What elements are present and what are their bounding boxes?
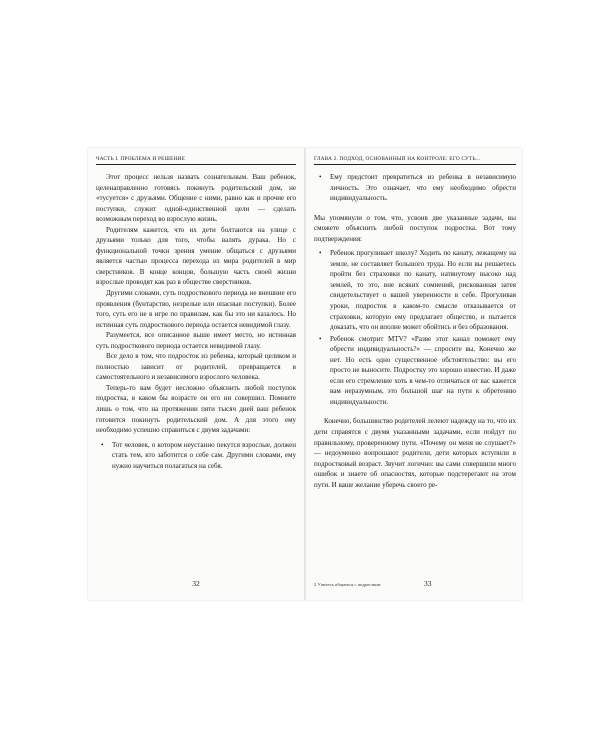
book-spread — [88, 148, 522, 600]
right-page — [314, 148, 516, 600]
book-gutter — [304, 148, 306, 600]
bullet-icon: • — [319, 173, 322, 181]
page-number-right: 33 — [424, 579, 432, 588]
paragraph: Родителям кажется, что их дети болтаются на улице с друзьями только для того, чтобы валять дурака. Но с функциональной точки зрения умение общаться с друзьями является частью процесса перехода из мира родителей в мир сверстников. В конце концов, большую часть своей жизни взрослые проводят как раз в обществе сверстников. — [96, 225, 296, 287]
bullet-icon: • — [319, 334, 322, 343]
list-item-text: Ребенок смотрит MTV? «Разве этот канал поможет ему обрести индивидуальность?» — спросите вы. Конечно же нет. Но есть одно существенное обстоятельство: вы его просто не выносите. Подростку это хорошо известно. И даже если его стремление хоть в чем-то отличаться от вас кажется вам неразумным, это большой шаг на пути к обретению индивидуальности. — [330, 334, 516, 406]
paragraph: Мы упомянули о том, что, усвоив две указанные задачи, вы сможете объяснить любой поступок подростка. Вот тому подтверждения: — [314, 213, 516, 243]
list-item-text: Тот человек, о котором неустанно пекутся взрослые, должен стать тем, кто заботится о себе сам. Другими словами, ему нужно научиться полагаться на себя. — [112, 440, 296, 470]
paragraph: Этот процесс нельзя назвать сознательным. Ваш ребенок, целенаправленно готовясь покинуть родительский дом, не «тусуется» с друзьями. Общение с ними, равно как и прочие его поступки, служит одной-единственной цели — сделать возможным переход во взрослую жизнь. — [96, 173, 296, 224]
right-page-body — [314, 172, 516, 490]
running-head-right: ГЛАВА 2. ПОДХОД, ОСНОВАННЫЙ НА КОНТРОЛЕ: ЕГО СУТЬ... — [314, 156, 516, 165]
left-page-body — [96, 172, 296, 475]
bullet-list — [314, 172, 516, 204]
running-head-left: ЧАСТЬ I. ПРОБЛЕМА И РЕШЕНИЕ — [96, 156, 296, 165]
list-item — [96, 440, 296, 472]
paragraph: Разумеется, все описанное выше имеет место, но истинная суть подросткового периода остается невидимой глазу. — [96, 331, 296, 350]
page-number-left: 32 — [192, 579, 200, 588]
paragraph: Теперь-то вам будет несложно объяснить любой поступок подростка, в каком бы возрасте он его ни совершил. Помните лишь о том, что на протяжении пяти тысяч дней ваш ребенок готовится покинуть родительский дом. А для этого ему необходимо успешно справиться с двумя задачами: — [96, 383, 296, 435]
bullet-icon: • — [319, 249, 322, 258]
list-item — [314, 172, 516, 204]
list-item-text: Ребенок прогуливает школу? Ходить по канату, лежащему на земле, не составляет большого труда. Но если вы решаетесь пройти без страховки по канату, натянутому высоко над землей, то это, вне всяких сомнений, рискованная затея свидетельствует о вашей уверенности в себе. Прогуливая уроки, подросток в каком-то смысле отказывается от страховки, которую ему предлагает общество, и пытается доказать, что он вполне может обойтись и без образования. — [330, 249, 516, 332]
bullet-list — [96, 440, 296, 472]
left-page — [96, 148, 296, 600]
paragraph: Все дело в том, что подросток из ребенка, который целиком и полностью зависит от родителей, превращается в самостоятельного и независимого взрослого человека. — [96, 352, 296, 382]
bullet-icon: • — [101, 440, 104, 449]
list-item-text: Ему предстоит превратиться из ребенка в независимую личность. Это означает, что ему необходимо обрести индивидуальность. — [330, 173, 516, 203]
paragraph: Другими словами, суть подросткового периода не внешние его проявления (бунтарство, незрелые или опасные поступки). Более того, суть его не в игре по правилам, как бы это ни казалось. Но истинная суть подросткового периода остается невидимой глазу. — [96, 289, 296, 329]
bullet-list — [314, 248, 516, 407]
list-item — [314, 248, 516, 332]
printer-signature: 2 Учитесь общаться с подростком — [314, 582, 381, 587]
paragraph: Конечно, большинство родителей лелеют надежду на то, что их дети справятся с двумя указанными задачами, если пойдут по правильному, проверенному пути. «Почему он меня не слушает?» — недоуменно вопрошают родители, дети которых вступили в подростковый возраст. Звучит логично: вы сами совершили много ошибок и знаете об опасностях, которые подстерегают на этом пути. И ваше желание уберечь своего ре- — [314, 417, 516, 489]
list-item — [314, 334, 516, 408]
